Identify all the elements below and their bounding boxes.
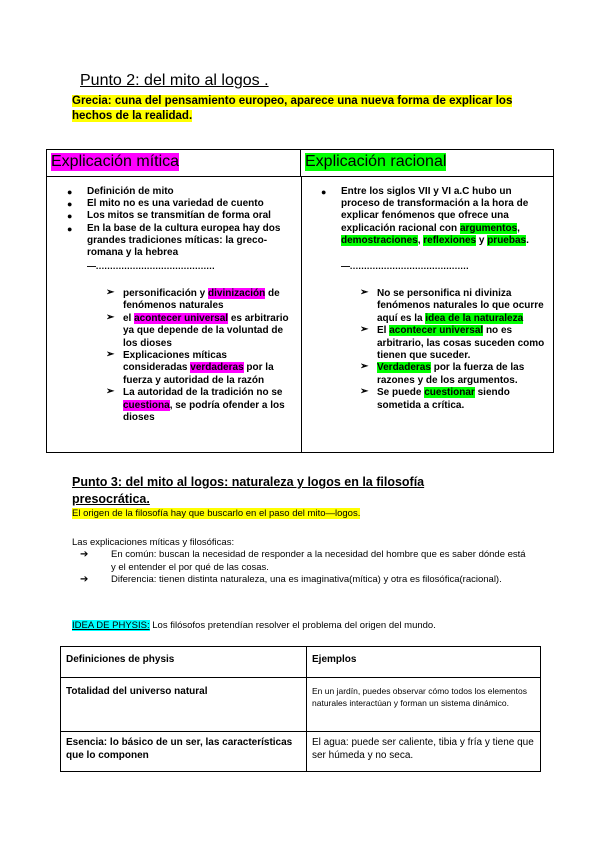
list-item [106, 287, 291, 313]
punto2-intro-text: Grecia: cuna del pensamiento europeo, aparece una nueva forma de explicar los hechos de la realidad. [72, 95, 513, 122]
highlight-term: verdaderas [190, 362, 244, 374]
arrow-bullet-icon: ➢ [360, 361, 369, 373]
list-item [360, 361, 549, 387]
arrow-bullet-icon: ➢ [360, 386, 369, 398]
list-item [360, 287, 549, 325]
bullet-icon: ● [67, 223, 73, 234]
bullet-text: En la base de la cultura europea hay dos grandes tradiciones míticas: la greco-romana y la hebrea [87, 222, 281, 259]
bullet-text: . [526, 234, 529, 246]
highlight-term: idea de la naturaleza [425, 312, 524, 324]
list-item [80, 549, 530, 574]
punto3-intro-text: El origen de la filosofía hay que buscarlo en el paso del mito—logos. [72, 508, 361, 519]
physis-line [72, 620, 436, 631]
point-text: personificación y [123, 288, 209, 299]
bullet-icon: ● [321, 187, 327, 197]
racional-points-list [360, 287, 549, 412]
table-row [61, 732, 541, 772]
highlight-term: acontecer universal [389, 325, 484, 337]
bullet-text: El mito no es una variedad de cuento [87, 198, 264, 210]
arrow-bullet-icon: ➢ [360, 324, 369, 336]
list-item [80, 574, 530, 587]
point-text: por la fuerza de las razones y de los argumentos. [377, 362, 525, 386]
point-text: , se podría ofender a los dioses [123, 399, 285, 424]
arrow-bullet-icon: ➢ [106, 349, 115, 361]
explicaciones-list [80, 549, 530, 587]
table-cell: El agua: puede ser caliente, tibia y fría y tiene que ser húmeda y no seca. [307, 732, 541, 772]
arrow-right-icon: ➔ [80, 574, 89, 586]
point-text: por la fuerza y autoridad de la razón [123, 362, 274, 386]
point-text: siendo sometida a crítica. [377, 387, 510, 411]
highlight-term: divinización [208, 288, 266, 299]
racional-dash-separator: —…………………………………… [341, 261, 469, 271]
table-header-row [61, 647, 541, 678]
physis-text: Los filósofos pretendían resolver el problema del origen del mundo. [149, 620, 436, 631]
table-header-cell: Definiciones de physis [61, 647, 307, 678]
point-text: no es arbitrario, las cosas suceden como tienen que suceder. [377, 325, 545, 362]
point-text: el [123, 312, 135, 324]
bullet-text: Definición de mito [87, 186, 174, 197]
column-divider [301, 177, 302, 452]
table-header-cell: Ejemplos [307, 647, 541, 678]
arrow-bullet-icon: ➢ [106, 386, 115, 398]
bullet-text: , [417, 234, 424, 246]
highlight-term: pruebas [487, 234, 527, 246]
table-row [61, 678, 541, 732]
physis-table [60, 646, 541, 772]
bullet-text: Entre los siglos VII y VI a.C hubo un proceso de transformación a la hora de explicar fenómenos que ofrece una explicación racional con [341, 186, 529, 234]
punto3-title: Punto 3: del mito al logos: naturaleza y logos en la filosofía presocrática. [72, 475, 425, 506]
bullet-text: y [476, 234, 488, 246]
physis-tag: IDEA DE PHYSIS: [72, 620, 150, 631]
point-text: La autoridad de la tradición no se [123, 387, 283, 399]
punto3-intro [72, 508, 360, 519]
punto2-title: Punto 2: del mito al logos . [80, 72, 269, 89]
point-text: de fenómenos naturales [123, 288, 280, 312]
point-text: No se personifica ni diviniza fenómenos naturales lo que ocurre aquí es la [377, 288, 544, 324]
table-cell: En un jardín, puedes observar cómo todos los elementos naturales interactúan y forman un sistema dinámico. [307, 678, 541, 732]
arrow-bullet-icon: ➢ [106, 311, 115, 323]
bullet-icon: ● [67, 187, 73, 197]
comparison-table [46, 149, 554, 453]
list-item [106, 386, 291, 424]
header-explicacion-mitica [47, 150, 301, 177]
list-item [360, 386, 549, 412]
list-item [67, 210, 287, 222]
header-mitica-label: Explicación mítica [51, 153, 180, 170]
table-cell: Totalidad del universo natural [61, 678, 307, 732]
list-item-text: Diferencia: tienen distinta naturaleza, una es imaginativa(mítica) y otra es filosófica(racional). [111, 574, 502, 586]
mitica-points-list [106, 287, 291, 424]
list-item [106, 349, 291, 387]
point-text: Explicaciones míticas consideradas [123, 350, 227, 374]
list-item [67, 222, 287, 260]
mitica-dash-separator: —…………………………………… [87, 261, 215, 271]
bullet-icon: ● [67, 199, 73, 210]
bullet-icon: ● [67, 211, 73, 222]
list-item [67, 186, 287, 198]
table-cell: Esencia: lo básico de un ser, las características que lo componen [61, 732, 307, 772]
highlight-term: demostraciones [341, 234, 418, 246]
header-racional-label: Explicación racional [305, 153, 447, 170]
list-item [360, 324, 549, 362]
list-item-text: En común: buscan la necesidad de responder a la necesidad del hombre que es saber dónde está y el entender el por qué de las cosas. [111, 549, 526, 573]
bullet-text: Los mitos se transmitían de forma oral [87, 210, 271, 222]
list-item [321, 186, 547, 247]
highlight-term: acontecer universal [134, 312, 229, 324]
highlight-term: cuestionar [424, 387, 475, 399]
highlight-term: Verdaderas [377, 362, 431, 374]
arrow-bullet-icon: ➢ [360, 287, 369, 298]
arrow-bullet-icon: ➢ [106, 287, 115, 298]
arrow-right-icon: ➔ [80, 549, 89, 560]
explicaciones-heading: Las explicaciones míticas y filosóficas: [72, 537, 235, 548]
mitica-bullet-list [67, 186, 287, 259]
highlight-term: argumentos [459, 222, 518, 234]
punto2-intro [72, 94, 532, 124]
point-text: El [377, 325, 390, 337]
highlight-term: reflexiones [423, 234, 477, 246]
header-explicacion-racional [301, 150, 553, 177]
list-item [106, 311, 291, 350]
point-text: Se puede [377, 387, 425, 399]
list-item [67, 198, 287, 210]
highlight-term: cuestiona [123, 399, 170, 411]
bullet-text: , [517, 222, 520, 234]
point-text: es arbitrario ya que depende de la voluntad de los dioses [123, 312, 289, 349]
racional-bullet-list [321, 186, 547, 247]
